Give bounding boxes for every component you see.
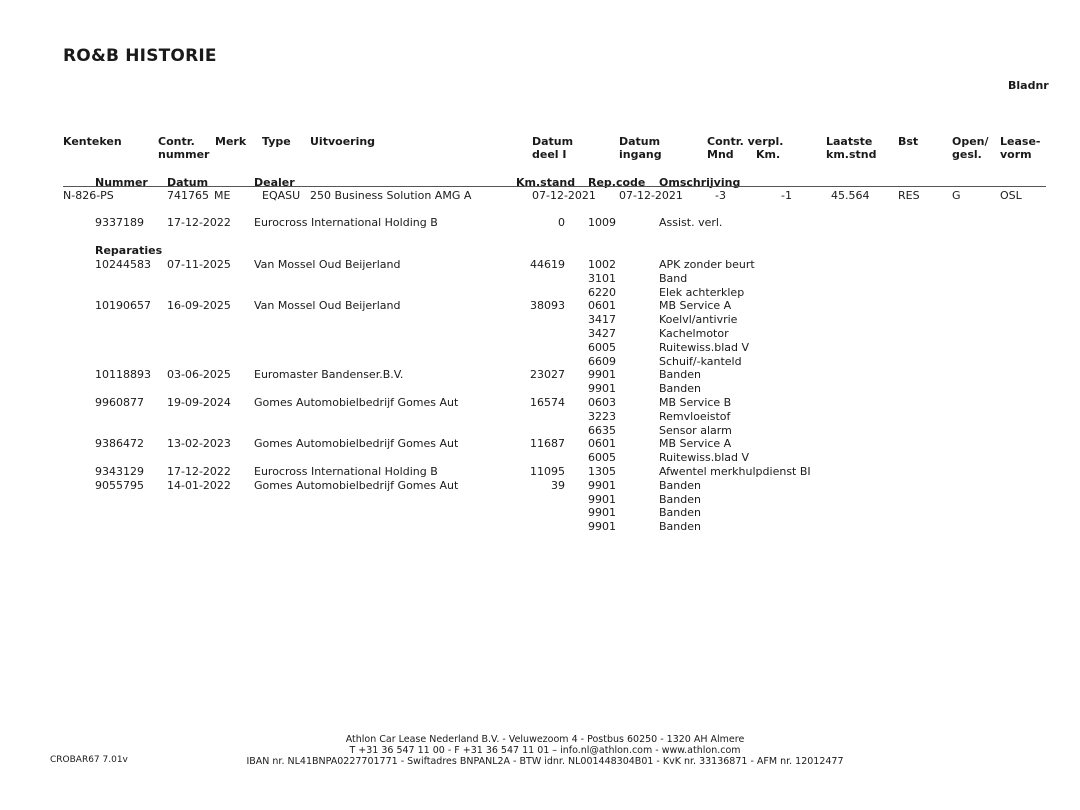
vehicle-lease: OSL <box>1000 189 1022 202</box>
repair-description: Koelvl/antivrie <box>659 313 738 327</box>
repair-dealer: Gomes Automobielbedrijf Gomes Aut <box>254 437 459 451</box>
repair-kmstand: 11095 <box>530 465 565 478</box>
assist-repcode: 1009 <box>588 216 616 229</box>
repair-kmstand: 39 <box>551 478 565 492</box>
repair-code: 3427 <box>588 327 616 340</box>
vehicle-uitvoering: 250 Business Solution AMG A <box>310 189 472 202</box>
vehicle-datum-ingang: 07-12-2021 <box>619 189 683 202</box>
repair-description: APK zonder beurt <box>659 258 755 271</box>
form-code: CROBAR67 7.01v <box>50 755 128 765</box>
repair-code: 9901 <box>588 506 616 520</box>
assist-datum: 17-12-2022 <box>167 216 231 229</box>
repair-description: Ruitewiss.blad V <box>659 340 750 354</box>
repair-code: 3223 <box>588 409 616 423</box>
vehicle-km: -1 <box>781 189 792 202</box>
repair-nummer: 10244583 <box>95 258 151 271</box>
repair-code: 3101 <box>588 271 616 285</box>
repair-datum: 14-01-2022 <box>167 478 231 492</box>
header-divider <box>63 186 1046 187</box>
repair-code: 1305 <box>588 465 616 478</box>
assist-dealer: Eurocross International Holding B <box>254 216 438 229</box>
repair-description: Banden <box>659 506 701 520</box>
header-mnd: Mnd <box>707 148 734 161</box>
subheader-kmstand: Km.stand <box>516 176 576 189</box>
repair-code: 6635 <box>588 423 616 437</box>
header-datum-ingang: Datum ingang <box>619 135 662 161</box>
header-contr-nummer: Contr. nummer <box>158 135 210 161</box>
header-contr-verpl: Contr. verpl. <box>707 135 784 148</box>
repair-description: MB Service B <box>659 396 732 409</box>
repair-code: 3417 <box>588 313 616 327</box>
vehicle-kenteken: N-826-PS <box>63 189 114 202</box>
vehicle-open: G <box>952 189 961 202</box>
repair-description: Banden <box>659 478 701 492</box>
repair-nummer: 10190657 <box>95 299 151 313</box>
vehicle-datum-deel: 07-12-2021 <box>532 189 596 202</box>
subheader-datum: Datum <box>167 176 209 189</box>
footer-bank: IBAN nr. NL41BNPA0227701771 - Swiftadres BNPANL2A - BTW idnr. NL001448304B01 - KvK nr. 33136871 - AFM nr. 12012477 <box>246 756 844 767</box>
repair-description: Afwentel merkhulpdienst BI <box>659 465 811 478</box>
repair-description: Remvloeistof <box>659 409 731 423</box>
repair-nummer: 9055795 <box>95 478 144 492</box>
repair-kmstand: 16574 <box>530 396 565 409</box>
repair-dealer: Van Mossel Oud Beijerland <box>254 258 401 271</box>
repair-nummer: 10118893 <box>95 368 151 382</box>
header-laatste-km: Laatste km.stnd <box>826 135 877 161</box>
repair-datum: 19-09-2024 <box>167 396 231 409</box>
repair-description: Kachelmotor <box>659 327 729 340</box>
repair-datum: 13-02-2023 <box>167 437 231 451</box>
repair-code: 9901 <box>588 492 616 506</box>
repair-datum: 16-09-2025 <box>167 299 231 313</box>
repair-dealer: Van Mossel Oud Beijerland <box>254 299 401 313</box>
repair-description: Band <box>659 271 688 285</box>
header-kenteken: Kenteken <box>63 135 122 148</box>
repair-code: 6005 <box>588 451 616 465</box>
repair-code: 9901 <box>588 382 616 396</box>
repair-description: MB Service A <box>659 299 732 313</box>
repair-datum: 03-06-2025 <box>167 368 231 382</box>
repair-code: 0601 <box>588 437 616 451</box>
repair-description: Sensor alarm <box>659 423 732 437</box>
footer-address: Athlon Car Lease Nederland B.V. - Veluwezoom 4 - Postbus 60250 - 1320 AH Almere <box>345 734 745 745</box>
vehicle-laatste-km: 45.564 <box>831 189 870 202</box>
repair-dealer: Gomes Automobielbedrijf Gomes Aut <box>254 478 459 492</box>
assist-omschrijving: Assist. verl. <box>659 216 723 229</box>
repair-code: 6609 <box>588 354 616 368</box>
repair-kmstand: 38093 <box>530 299 565 313</box>
repair-description: Ruitewiss.blad V <box>659 451 750 465</box>
header-type: Type <box>262 135 291 148</box>
repair-kmstand: 23027 <box>530 368 565 382</box>
subheader-dealer: Dealer <box>254 176 295 189</box>
repair-description: Elek achterklep <box>659 285 745 299</box>
repair-nummer: 9343129 <box>95 465 144 478</box>
page-number-label: Bladnr <box>1008 79 1049 92</box>
repair-description: MB Service A <box>659 437 732 451</box>
repair-nummer: 9386472 <box>95 437 144 451</box>
repair-description: Banden <box>659 368 701 382</box>
repair-code: 0603 <box>588 396 616 409</box>
header-datum-deel: Datum deel I <box>532 135 574 161</box>
header-km: Km. <box>756 148 781 161</box>
repair-code: 0601 <box>588 299 616 313</box>
repair-dealer: Eurocross International Holding B <box>254 465 438 478</box>
vehicle-type: EQASU <box>262 189 301 202</box>
assist-kmstand: 0 <box>558 216 565 229</box>
repair-nummer: 9960877 <box>95 396 144 409</box>
repair-code: 1002 <box>588 258 616 271</box>
repair-kmstand: 44619 <box>530 258 565 271</box>
vehicle-contract: 741765 <box>167 189 209 202</box>
repair-dealer: Euromaster Bandenser.B.V. <box>254 368 404 382</box>
header-merk: Merk <box>215 135 247 148</box>
assist-nummer: 9337189 <box>95 216 144 229</box>
repair-code: 6220 <box>588 285 616 299</box>
repair-description: Banden <box>659 520 701 534</box>
vehicle-bst: RES <box>898 189 920 202</box>
repair-kmstand: 11687 <box>530 437 565 451</box>
subheader-repcode: Rep.code <box>588 176 646 189</box>
repair-datum: 07-11-2025 <box>167 258 231 271</box>
header-open-gesl: Open/ gesl. <box>952 135 989 161</box>
header-bst: Bst <box>898 135 919 148</box>
repair-code: 9901 <box>588 478 616 492</box>
subheader-omschrijving: Omschrijving <box>659 176 741 189</box>
repair-dealer: Gomes Automobielbedrijf Gomes Aut <box>254 396 459 409</box>
footer-contact: T +31 36 547 11 00 - F +31 36 547 11 01 – info.nl@athlon.com - www.athlon.com <box>349 745 741 756</box>
reparaties-label: Reparaties <box>95 244 163 257</box>
header-uitvoering: Uitvoering <box>310 135 376 148</box>
repair-description: Schuif/-kanteld <box>659 354 742 368</box>
vehicle-mnd: -3 <box>715 189 726 202</box>
repair-code: 9901 <box>588 368 616 382</box>
repair-code: 9901 <box>588 520 616 534</box>
header-lease-vorm: Lease- vorm <box>1000 135 1041 161</box>
repair-datum: 17-12-2022 <box>167 465 231 478</box>
repair-code: 6005 <box>588 340 616 354</box>
page-title: RO&B HISTORIE <box>63 46 217 66</box>
repair-description: Banden <box>659 492 701 506</box>
vehicle-merk: ME <box>214 189 231 202</box>
repair-description: Banden <box>659 382 701 396</box>
subheader-nummer: Nummer <box>95 176 148 189</box>
